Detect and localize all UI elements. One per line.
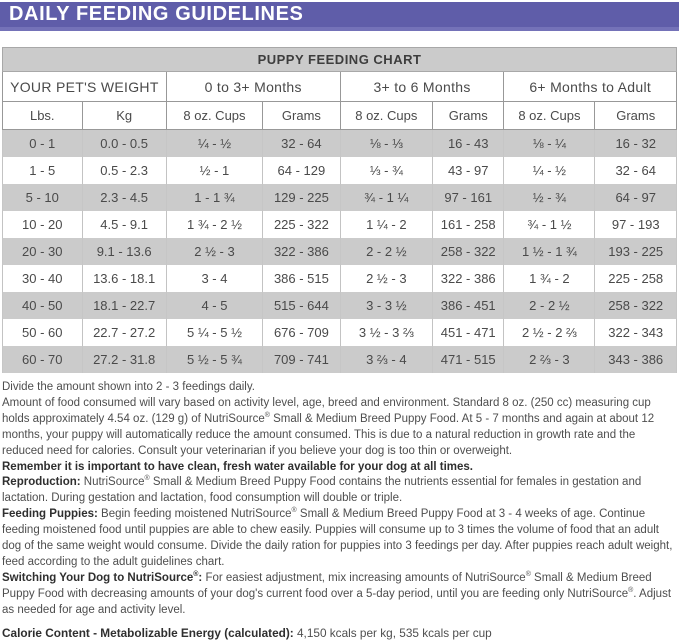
column-header-cups-2: 8 oz. Cups [340, 102, 432, 130]
table-subheader-row [3, 102, 677, 130]
table-row [3, 346, 677, 373]
table-cell: 129 - 225 [263, 184, 341, 211]
column-header-kg: Kg [82, 102, 166, 130]
column-header-grams-2: Grams [432, 102, 503, 130]
note-paragraph: Switching Your Dog to NutriSource®: For easiest adjustment, mix increasing amounts of NutriSource® Small & Medium Breed Puppy Food with decreasing amounts of your dog's current food over a 5-day period, until you are feeding only NutriSource®. Adjust as needed for age and activity level. [2, 571, 672, 616]
table-row [3, 292, 677, 319]
table-cell: 10 - 20 [3, 211, 83, 238]
table-cell: 27.2 - 31.8 [82, 346, 166, 373]
table-cell: 97 - 161 [432, 184, 503, 211]
note-paragraph: Feeding Puppies: Begin feeding moistened NutriSource® Small & Medium Breed Puppy Food at 3 - 4 weeks of age. Continue feeding moistened food until puppies are able to chew easily. Puppies will consume up to 3 times the volume of food that an adult dog of the same weight would consume. Divide the daily ration for puppies into 3 feedings per day. After puppies reach adult weight, feed according to the adult guidelines chart. [2, 507, 673, 568]
table-row [3, 211, 677, 238]
table-cell: 13.6 - 18.1 [82, 265, 166, 292]
table-cell: 32 - 64 [595, 157, 677, 184]
table-cell: 5 ¼ - 5 ½ [166, 319, 262, 346]
calorie-content-line [2, 626, 677, 642]
table-cell: ⅓ - ¾ [340, 157, 432, 184]
note-paragraph: Amount of food consumed will vary based on activity level, age, breed and environment. Standard 8 oz. (250 cc) measuring cup holds approximately 4.54 oz. (129 g) of NutriSource® Small & Medium Breed Puppy Food. At 5 - 7 months and again at about 12 months, your puppy will automatically reduce the amount consumed. This is due to a natural reduction in growth rate and the reduced need for calories. Consult your veterinarian if you believe your dog is too thin or overweight. [2, 396, 655, 457]
table-cell: 60 - 70 [3, 346, 83, 373]
table-cell: ¾ - 1 ½ [504, 211, 595, 238]
table-body [3, 130, 677, 374]
table-cell: 2 ½ - 3 [340, 265, 432, 292]
table-row [3, 157, 677, 184]
column-header-grams-3: Grams [595, 102, 677, 130]
note-paragraph: Divide the amount shown into 2 - 3 feedings daily. [2, 381, 255, 393]
table-cell: 2 ½ - 2 ⅔ [504, 319, 595, 346]
column-header-lbs: Lbs. [3, 102, 83, 130]
table-cell: 50 - 60 [3, 319, 83, 346]
table-cell: 16 - 43 [432, 130, 503, 158]
table-cell: 64 - 129 [263, 157, 341, 184]
table-row [3, 319, 677, 346]
table-cell: 9.1 - 13.6 [82, 238, 166, 265]
table-title: PUPPY FEEDING CHART [3, 48, 677, 72]
table-cell: 3 ⅔ - 4 [340, 346, 432, 373]
puppy-feeding-table [2, 47, 677, 373]
table-cell: 18.1 - 22.7 [82, 292, 166, 319]
table-cell: 258 - 322 [432, 238, 503, 265]
month-group-header-0-3: 0 to 3+ Months [166, 72, 340, 102]
table-cell: 3 - 4 [166, 265, 262, 292]
table-cell: 343 - 386 [595, 346, 677, 373]
table-cell: 193 - 225 [595, 238, 677, 265]
table-cell: 2 - 2 ½ [340, 238, 432, 265]
table-cell: 20 - 30 [3, 238, 83, 265]
table-cell: 386 - 515 [263, 265, 341, 292]
table-cell: 4 - 5 [166, 292, 262, 319]
table-cell: 5 ½ - 5 ¾ [166, 346, 262, 373]
table-cell: ¼ - ½ [504, 157, 595, 184]
table-cell: 64 - 97 [595, 184, 677, 211]
table-cell: 1 ¾ - 2 ½ [166, 211, 262, 238]
table-cell: 3 ½ - 3 ⅔ [340, 319, 432, 346]
table-cell: 0 - 1 [3, 130, 83, 158]
table-cell: 386 - 451 [432, 292, 503, 319]
table-cell: 2.3 - 4.5 [82, 184, 166, 211]
month-group-header-6-adult: 6+ Months to Adult [504, 72, 677, 102]
table-cell: ½ - 1 [166, 157, 262, 184]
table-row [3, 130, 677, 158]
table-cell: 5 - 10 [3, 184, 83, 211]
table-cell: 40 - 50 [3, 292, 83, 319]
weight-group-header: YOUR PET'S WEIGHT [3, 72, 167, 102]
table-cell: 3 - 3 ½ [340, 292, 432, 319]
table-cell: 1 - 1 ¾ [166, 184, 262, 211]
table-row [3, 265, 677, 292]
table-cell: 1 ½ - 1 ¾ [504, 238, 595, 265]
table-cell: ⅛ - ¼ [504, 130, 595, 158]
table-cell: ¼ - ½ [166, 130, 262, 158]
table-cell: 16 - 32 [595, 130, 677, 158]
table-cell: 43 - 97 [432, 157, 503, 184]
table-cell: ⅛ - ⅓ [340, 130, 432, 158]
column-header-cups-1: 8 oz. Cups [166, 102, 262, 130]
table-cell: 0.0 - 0.5 [82, 130, 166, 158]
note-paragraph: Remember it is important to have clean, fresh water available for your dog at all times. [2, 460, 474, 473]
month-group-header-3-6: 3+ to 6 Months [340, 72, 504, 102]
table-cell: 225 - 258 [595, 265, 677, 292]
table-cell: 22.7 - 27.2 [82, 319, 166, 346]
feeding-chart-section [2, 47, 677, 373]
table-cell: 322 - 386 [263, 238, 341, 265]
table-cell: 709 - 741 [263, 346, 341, 373]
table-cell: ¾ - 1 ¼ [340, 184, 432, 211]
table-cell: 2 - 2 ½ [504, 292, 595, 319]
table-row [3, 184, 677, 211]
notes [2, 380, 677, 619]
page-header-banner [0, 2, 679, 31]
table-cell: 258 - 322 [595, 292, 677, 319]
table-cell: 0.5 - 2.3 [82, 157, 166, 184]
calorie-content-value: 4,150 kcals per kg, 535 kcals per cup [293, 625, 492, 640]
table-cell: 30 - 40 [3, 265, 83, 292]
table-cell: 4.5 - 9.1 [82, 211, 166, 238]
table-row [3, 238, 677, 265]
table-cell: 2 ⅔ - 3 [504, 346, 595, 373]
table-cell: 471 - 515 [432, 346, 503, 373]
table-cell: 97 - 193 [595, 211, 677, 238]
column-header-grams-1: Grams [263, 102, 341, 130]
table-cell: 225 - 322 [263, 211, 341, 238]
table-cell: 515 - 644 [263, 292, 341, 319]
table-cell: 2 ½ - 3 [166, 238, 262, 265]
page-title: DAILY FEEDING GUIDELINES [9, 3, 304, 25]
table-cell: 161 - 258 [432, 211, 503, 238]
table-cell: 322 - 343 [595, 319, 677, 346]
column-header-cups-3: 8 oz. Cups [504, 102, 595, 130]
table-cell: 451 - 471 [432, 319, 503, 346]
calorie-content-label: Calorie Content - Metabolizable Energy (calculated): [2, 625, 294, 640]
table-cell: 32 - 64 [263, 130, 341, 158]
table-cell: 1 - 5 [3, 157, 83, 184]
table-group-header-row [3, 72, 677, 102]
table-title-row [3, 48, 677, 72]
table-cell: 676 - 709 [263, 319, 341, 346]
table-cell: 1 ¾ - 2 [504, 265, 595, 292]
table-cell: 1 ¼ - 2 [340, 211, 432, 238]
note-paragraph: Reproduction: NutriSource® Small & Medium Breed Puppy Food contains the nutrients essential for females in gestation and lactation. During gestation and lactation, food consumption will double or triple. [2, 475, 642, 505]
table-cell: ½ - ¾ [504, 184, 595, 211]
table-cell: 322 - 386 [432, 265, 503, 292]
